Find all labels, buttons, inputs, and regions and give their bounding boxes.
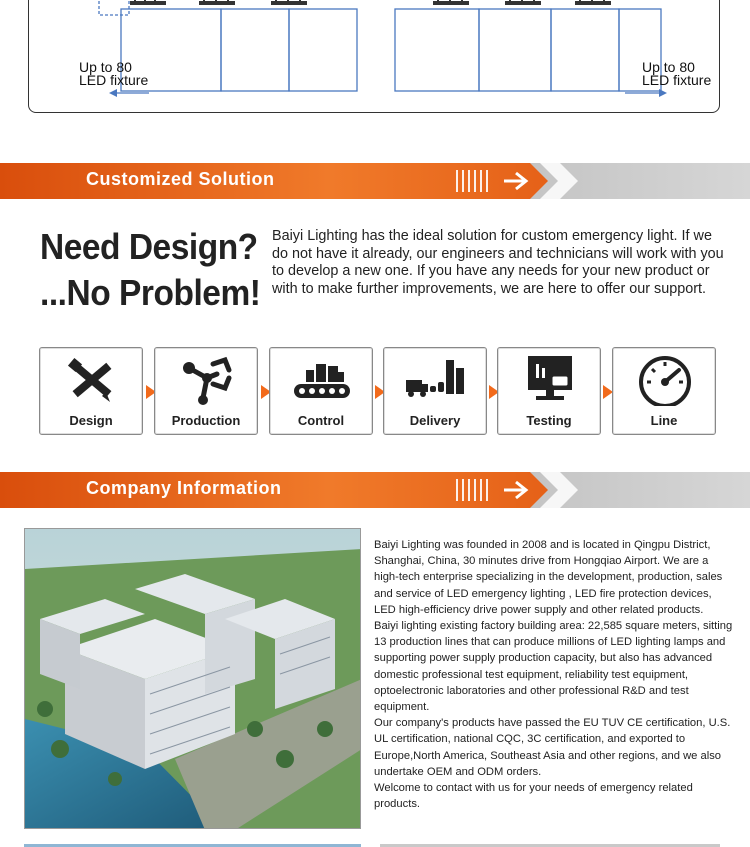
need-design-title: Need Design? <box>40 226 258 267</box>
right-fixture-count: Up to 80 <box>642 59 695 75</box>
company-paragraph-contact: Welcome to contact with us for your needs of emergency related products. <box>374 782 693 811</box>
wiring-diagram-lines <box>29 0 721 114</box>
right-fixture-unit: LED fixture <box>642 72 712 88</box>
step-label: Control <box>297 413 345 428</box>
monitor-icon <box>520 354 580 406</box>
step-label: Design <box>69 413 113 428</box>
robot-arm-icon <box>177 354 237 406</box>
left-fixture-count: Up to 80 <box>79 59 132 75</box>
company-paragraph-facility: Baiyi lighting existing factory building area: 22,585 square meters, sitting 13 production lines that can produce millions of LED lighting lamps and supporting power supply production capacity, but also has advanced domestic professional test equipment, reliability test equipment, optoelectronic laboratories and other professional R&D and test equipment. <box>374 620 733 714</box>
next-section-edge <box>0 840 750 847</box>
step-production <box>154 347 258 435</box>
step-label: Testing <box>526 413 572 428</box>
step-testing <box>497 347 601 435</box>
step-label: Production <box>171 413 241 428</box>
factory-photo <box>24 528 361 829</box>
banner-title: Company Information <box>86 478 282 498</box>
company-description <box>374 537 736 812</box>
design-icon <box>62 354 122 406</box>
step-line <box>612 347 716 435</box>
step-control <box>269 347 373 435</box>
company-paragraph-founding: Baiyi Lighting was founded in 2008 and is located in Qingpu District, Shanghai, China, 30 minutes drive from Hongqiao Airport. We are a high-tech enterprise specializing in the development, production, sales and service of LED emergency lighting , LED fire protection devices, LED high-efficiency drive power supply and other related products. <box>374 539 723 616</box>
right-fixture-label <box>642 61 711 87</box>
company-information-banner <box>0 472 750 508</box>
left-fixture-unit: LED fixture <box>79 72 149 88</box>
customized-solution-banner <box>0 163 750 199</box>
banner-title: Customized Solution <box>86 169 275 189</box>
factory-aerial-image <box>25 529 361 829</box>
company-paragraph-certification: Our company's products have passed the EU TUV CE certification, U.S. UL certification, national CQC, 3C certification, and exported to Europe,North America, Southeast Asia and other regions, and we also undertake OEM and ODM orders. <box>374 717 731 778</box>
step-label: Line <box>650 413 678 428</box>
gauge-icon <box>635 354 695 406</box>
left-fixture-label <box>79 61 148 87</box>
conveyor-icon <box>292 354 352 406</box>
step-design <box>39 347 143 435</box>
step-delivery <box>383 347 487 435</box>
no-problem-subtitle: ...No Problem! <box>40 272 261 313</box>
truck-icon <box>388 354 484 406</box>
need-design-description: Baiyi Lighting has the ideal solution for custom emergency light. If we do not have it already, our engineers and technicians will work with you to develop a new one. If you have any needs for your new product or with to make further improvements, we are here to offer our support. <box>272 228 724 297</box>
step-label: Delivery <box>409 413 461 428</box>
wiring-diagram <box>28 0 720 113</box>
